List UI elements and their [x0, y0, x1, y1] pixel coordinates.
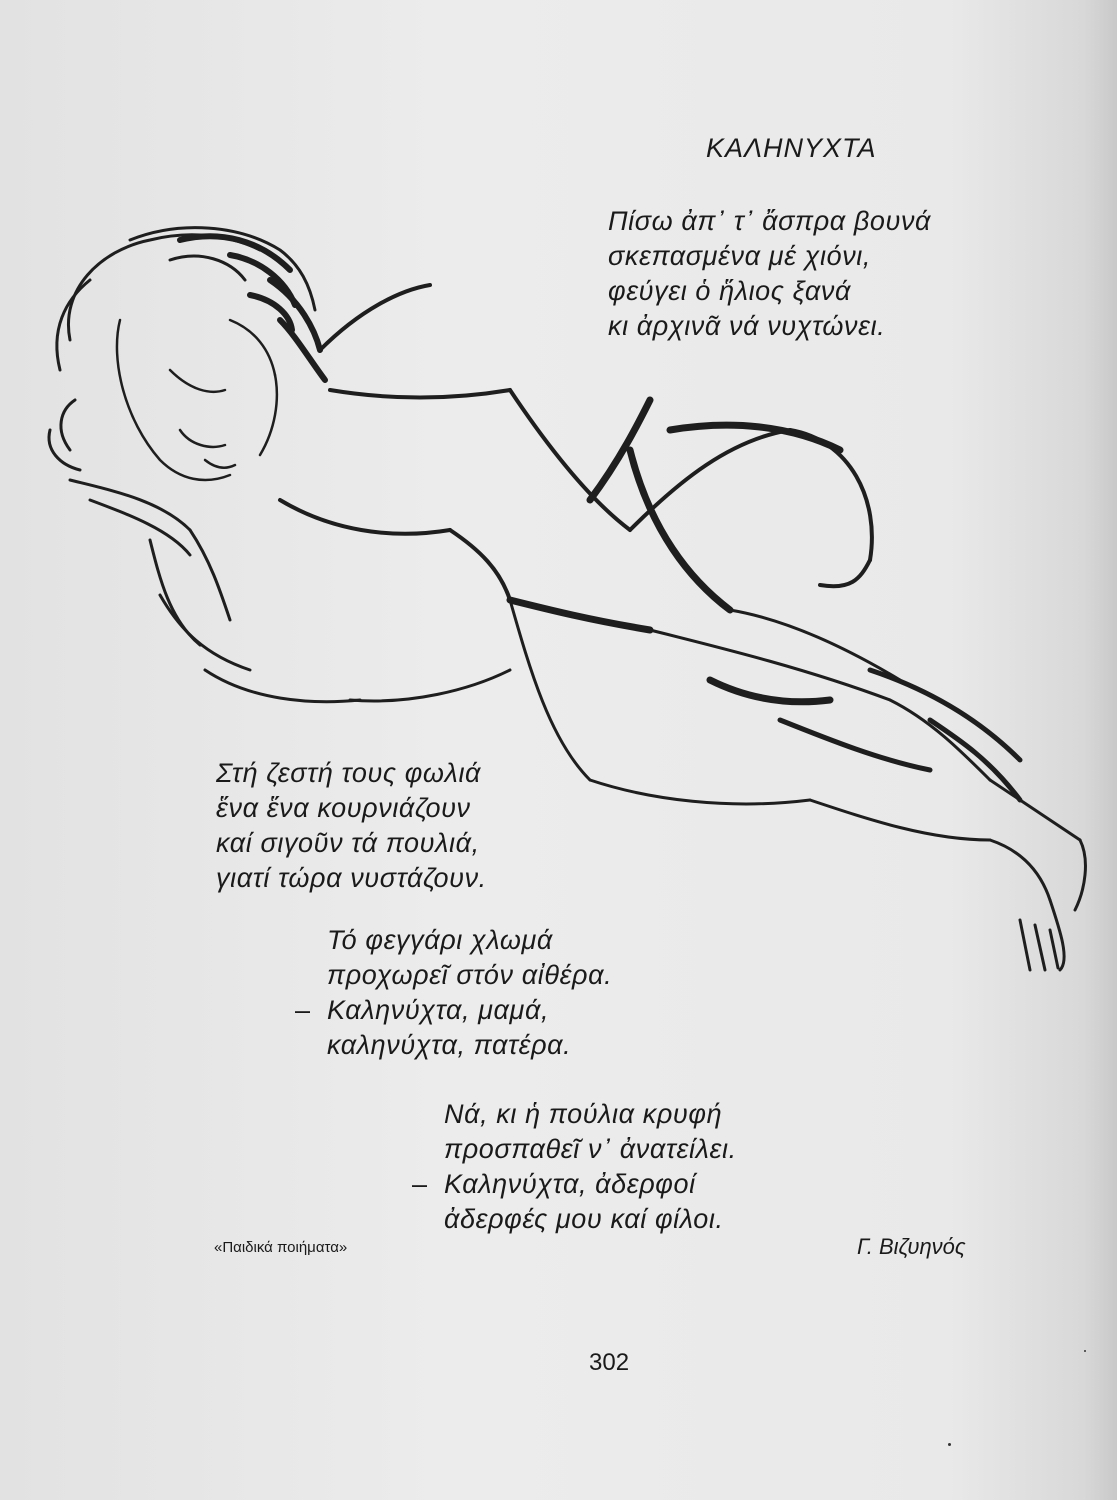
verse-line: Πίσω ἀπ᾽ τ᾽ ἄσπρα βουνά: [608, 206, 932, 236]
verse-line: σκεπασμένα μέ χιόνι,: [608, 241, 872, 271]
verse-line: Στή ζεστή τους φωλιά: [216, 758, 482, 788]
verse-line: προσπαθεῖ ν᾽ ἀνατείλει.: [444, 1134, 737, 1164]
sleeping-child-illustration: [30, 200, 1110, 990]
print-speck: [1084, 1350, 1086, 1352]
verse-line: φεύγει ὁ ἥλιος ξανά: [608, 276, 852, 306]
page-number: 302: [589, 1349, 630, 1376]
poem-author: Γ. Βιζυηνός: [857, 1234, 966, 1259]
verse-line-with-dash: [295, 993, 612, 1028]
verse-line: καληνύχτα, πατέρα.: [327, 1030, 572, 1060]
poem-title: ΚΑΛΗΝΥΧΤΑ: [706, 133, 877, 163]
verse-line: γιατί τώρα νυστάζουν.: [216, 863, 487, 893]
stanza-3: [295, 923, 612, 1063]
dialogue-dash: –: [412, 1169, 428, 1199]
stanza-1: [608, 204, 931, 344]
verse-line: Νά, κι ἡ πούλια κρυφή: [444, 1099, 723, 1129]
verse-line: καί σιγοῦν τά πουλιά,: [216, 828, 480, 858]
verse-line: προχωρεῖ στόν αἰθέρα.: [327, 960, 613, 990]
verse-line: Καληνύχτα, μαμά,: [327, 995, 550, 1025]
verse-line: ἕνα ἕνα κουρνιάζουν: [216, 793, 471, 823]
print-speck: [948, 1443, 951, 1446]
verse-line: Καληνύχτα, ἀδερφοί: [444, 1169, 696, 1199]
dialogue-dash: –: [295, 995, 311, 1025]
verse-line-with-dash: [412, 1167, 737, 1202]
verse-line: κι ἀρχινᾶ νά νυχτώνει.: [608, 311, 886, 341]
stanza-2: [216, 756, 487, 896]
stanza-4: [412, 1097, 737, 1237]
source-citation: «Παιδικά ποιήματα»: [214, 1239, 348, 1256]
verse-line: ἀδερφές μου καί φίλοι.: [444, 1204, 724, 1234]
verse-line: Τό φεγγάρι χλωμά: [327, 925, 553, 955]
